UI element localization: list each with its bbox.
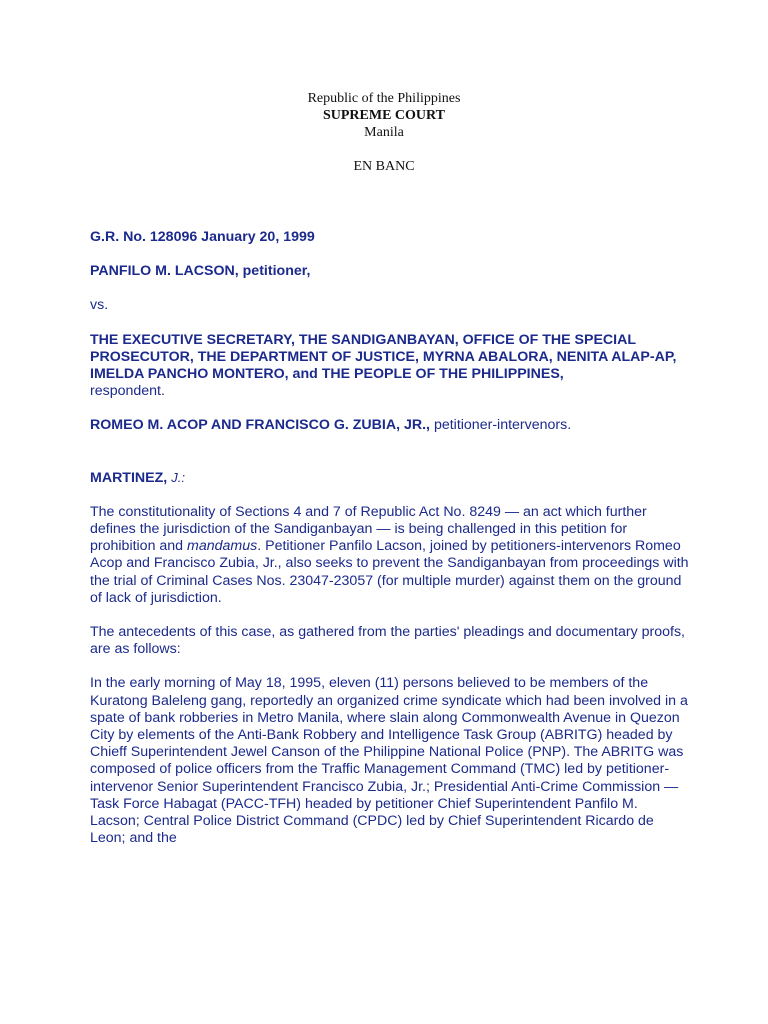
decision-body [90,229,690,847]
intervenors-line [90,417,690,434]
paragraph-1-end: . Petitioner Panfilo Lacson, joined by petitioners-intervenors Romeo Acop and Francisco Zubia, Jr., also seeks to prevent the Sandiganbayan from proceedings with the trial of Criminal Cases Nos. 23047-23057 (for multiple murder) against them on the ground of lack of jurisdiction. [90,538,689,606]
court-header [0,90,768,175]
intervenors-names: ROMEO M. ACOP AND FRANCISCO G. ZUBIA, JR., [90,417,430,434]
ponente-line [90,469,690,487]
paragraph-1-start: The constitutionality of Sections 4 and 7 of Republic Act No. 8249 — an act which further defines the jurisdiction of the Sandiganbayan — is being challenged in this petition for prohibition and [90,503,647,555]
paragraph-2: The antecedents of this case, as gathered from the parties' pleadings and documentary proofs, are as follows: [90,624,685,658]
paragraph-1 [90,504,690,607]
versus-line: vs. [90,297,109,314]
respondents-names: THE EXECUTIVE SECRETARY, THE SANDIGANBAYAN, OFFICE OF THE SPECIAL PROSECUTOR, THE DEPARTMENT OF JUSTICE, MYRNA ABALORA, NENITA ALAP-AP, IMELDA PANCHO MONTERO, and THE PEOPLE OF THE PHILIPPINES, [90,331,677,383]
ponente-title: J.: [171,469,185,485]
republic-line: Republic of the Philippines [307,91,461,106]
intervenors-role: petitioner-intervenors. [433,417,572,434]
court-name: SUPREME COURT [322,108,445,123]
case-number: G.R. No. 128096 January 20, 1999 [90,229,315,245]
respondents-role: respondent. [90,383,165,400]
paragraph-1-italic: mandamus [187,538,258,555]
court-city: Manila [364,125,404,140]
respondents-block [90,332,690,401]
division-label: EN BANC [353,159,415,174]
ponente-name: MARTINEZ, [90,469,168,486]
paragraph-3: In the early morning of May 18, 1995, eleven (11) persons believed to be members of the Kuratong Baleleng gang, reportedly an organized crime syndicate which had been involved in a spate of bank robberies in Metro Manila, where slain along Commonwealth Avenue in Quezon City by elements of the Anti-Bank Robbery and Intelligence Task Group (ABRITG) headed by Chieff Superintendent Jewel Canson of the Philippine National Police (PNP). The ABRITG was composed of police officers from the Traffic Management Command (TMC) led by petitioner-intervenor Senior Superintendent Francisco Zubia, Jr.; Presidential Anti-Crime Commission — Task Force Habagat (PACC-TFH) headed by petitioner Chief Superintendent Panfilo M. Lacson; Central Police District Command (CPDC) led by Chief Superintendent Ricardo de Leon; and the [90,675,688,847]
petitioner-line: PANFILO M. LACSON, petitioner, [90,263,311,280]
